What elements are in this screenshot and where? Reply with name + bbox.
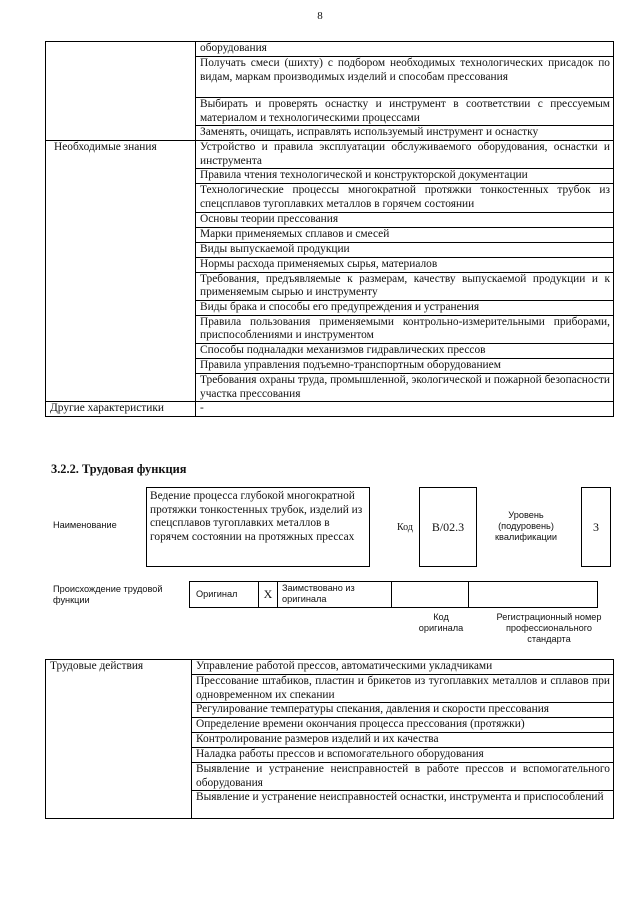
section-title: 3.2.2. Трудовая функция: [51, 462, 187, 476]
function-code-box: B/02.3: [419, 487, 477, 567]
knowledge-item: Правила управления подъемно-транспортным оборудованием: [196, 358, 614, 373]
qualification-level-box: 3: [581, 487, 611, 567]
labor-actions-table: [45, 659, 614, 819]
knowledge-label: Необходимые знания: [46, 141, 196, 402]
labor-action-item: Управление работой прессов, автоматическими укладчиками: [192, 660, 614, 675]
knowledge-item: Правила чтения технологической и конструкторской документации: [196, 169, 614, 184]
qualification-level-label: Уровень (подуровень) квалификации: [495, 510, 557, 542]
original-cell: Оригинал: [189, 581, 259, 608]
origin-row: [190, 581, 598, 608]
labor-action-item: Контролирование размеров изделий и их качества: [192, 733, 614, 748]
knowledge-table: [45, 41, 614, 417]
original-code-cell: [391, 581, 469, 608]
knowledge-item: Нормы расхода применяемых сырья, материалов: [196, 257, 614, 272]
page-number: 8: [317, 10, 323, 22]
labor-action-item: Прессование штабиков, пластин и брикетов из тугоплавких металлов и сплавов при одновременном их спекании: [192, 675, 614, 703]
labor-action-item: Наладка работы прессов и вспомогательного оборудования: [192, 748, 614, 763]
knowledge-item: Правила пользования применяемыми контрольно-измерительными приборами, приспособлениями и инструментом: [196, 315, 614, 343]
labor-action-item: Выявление и устранение неисправностей в работе прессов и вспомогательного оборудования: [192, 763, 614, 791]
registration-number-cell: [468, 581, 598, 608]
other-characteristics-label: Другие характеристики: [46, 402, 196, 417]
original-code-caption: Код оригинала: [418, 612, 464, 633]
skill-item: оборудования: [196, 42, 614, 57]
skills-label-cell: [46, 42, 196, 141]
skill-item: Заменять, очищать, исправлять используемый инструмент и оснастку: [196, 126, 614, 141]
function-name-box: Ведение процесса глубокой многократной протяжки тонкостенных трубок, изделий из спецсплавов тугоплавких металлов в горячем состоянии на протяжных прессах: [146, 487, 370, 567]
knowledge-item: Виды брака и способы его предупреждения и устранения: [196, 300, 614, 315]
knowledge-item: Требования, предъявляемые к размерам, качеству выпускаемой продукции и к применяемым сырью и инструменту: [196, 272, 614, 300]
skill-item: Выбирать и проверять оснастку и инструмент в соответствии с прессуемым материалом и технологическими процессами: [196, 98, 614, 126]
labor-actions-label: Трудовые действия: [46, 660, 192, 819]
borrowed-cell: Заимствовано из оригинала: [277, 581, 392, 608]
knowledge-item: Требования охраны труда, промышленной, экологической и пожарной безопасности участка прессования: [196, 373, 614, 401]
knowledge-item: Устройство и правила эксплуатации обслуживаемого оборудования, оснастки и инструмента: [196, 141, 614, 169]
labor-action-item: Регулирование температуры спекания, давления и скорости прессования: [192, 703, 614, 718]
skill-item: Получать смеси (шихту) с подбором необходимых технологических присадок по видам, маркам производимых изделий и способам прессования: [196, 57, 614, 98]
labor-action-item: Выявление и устранение неисправностей оснастки, инструмента и приспособлений: [192, 791, 614, 819]
table-row: [46, 660, 614, 675]
table-row: [46, 141, 614, 169]
other-characteristics-value: -: [196, 402, 614, 417]
knowledge-item: Марки применяемых сплавов и смесей: [196, 227, 614, 242]
knowledge-item: Технологические процессы многократной протяжки тонкостенных трубок из спецсплавов тугоплавких металлов в горячем состоянии: [196, 184, 614, 212]
code-label: Код: [397, 522, 413, 533]
knowledge-item: Способы подналадки механизмов гидравлических прессов: [196, 343, 614, 358]
origin-label: Происхождение трудовой функции: [53, 584, 163, 605]
labor-action-item: Определение времени окончания процесса прессования (протяжки): [192, 718, 614, 733]
original-mark: X: [258, 581, 278, 608]
table-row: [46, 42, 614, 57]
registration-number-caption: Регистрационный номер профессионального стандарта: [496, 612, 602, 644]
table-row: [46, 402, 614, 417]
name-label: Наименование: [53, 520, 117, 530]
knowledge-item: Основы теории прессования: [196, 212, 614, 227]
knowledge-item: Виды выпускаемой продукции: [196, 242, 614, 257]
